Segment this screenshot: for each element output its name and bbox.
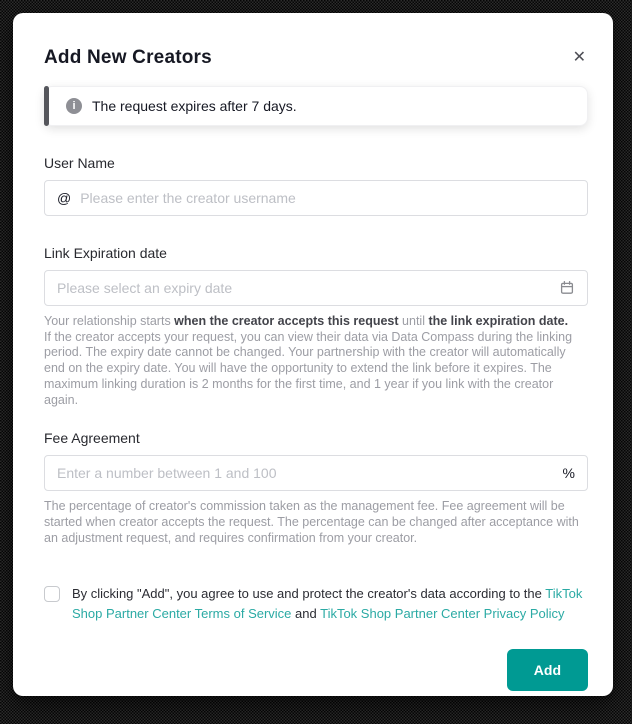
close-icon[interactable]: ✕ [571, 46, 588, 70]
expiration-help-line1: Your relationship starts when the creator accepts this request until the link expiration date. [44, 314, 569, 328]
agreement-checkbox[interactable] [44, 586, 60, 602]
dialog-header [44, 13, 588, 70]
info-icon: i [66, 98, 82, 114]
terms-of-service-link[interactable]: TikTok Shop Partner Center Terms of Service [72, 586, 583, 621]
dialog-title: Add New Creators [44, 47, 212, 68]
expiration-help-text [44, 314, 588, 408]
agreement-row [44, 584, 588, 623]
dialog-footer [44, 649, 588, 691]
expiration-label: Link Expiration date [44, 245, 167, 261]
username-label: User Name [44, 155, 115, 171]
banner-text: The request expires after 7 days. [92, 98, 297, 114]
privacy-policy-link[interactable]: TikTok Shop Partner Center Privacy Policy [320, 605, 565, 621]
username-input[interactable] [80, 190, 575, 206]
percent-suffix: % [562, 465, 575, 482]
fee-input-wrap [44, 455, 588, 491]
add-button[interactable]: Add [507, 649, 588, 691]
calendar-icon [559, 280, 575, 296]
banner-accent-bar [44, 86, 49, 126]
info-banner [44, 86, 588, 126]
add-new-creators-dialog [13, 13, 613, 696]
fee-input[interactable] [57, 465, 554, 481]
banner-card [44, 86, 588, 126]
fee-help-text: The percentage of creator's commission taken as the management fee. Fee agreement will be started when creator accepts the request. The percentage can be changed after acceptance with an adjustment request, and requires confirmation from your creator. [44, 499, 579, 545]
username-input-wrap [44, 180, 588, 216]
at-prefix: @ [57, 190, 72, 206]
expiration-help-rest: If the creator accepts your request, you can view their data via Data Compass during the linking period. The expiry date cannot be changed. Your partnership with the creator will automatically end on the expiry date. You will have the opportunity to extend the link before it expires. The maximum linking duration is 2 months for the first time, and 1 year if you link with the creator again. [44, 329, 573, 407]
expiration-input-wrap[interactable] [44, 270, 588, 306]
expiration-input[interactable] [57, 280, 550, 296]
fee-label: Fee Agreement [44, 430, 140, 447]
agreement-text: By clicking "Add", you agree to use and protect the creator's data according to the TikTok Shop Partner Center Terms of Service and TikTok Shop Partner Center Privacy Policy [72, 586, 583, 621]
